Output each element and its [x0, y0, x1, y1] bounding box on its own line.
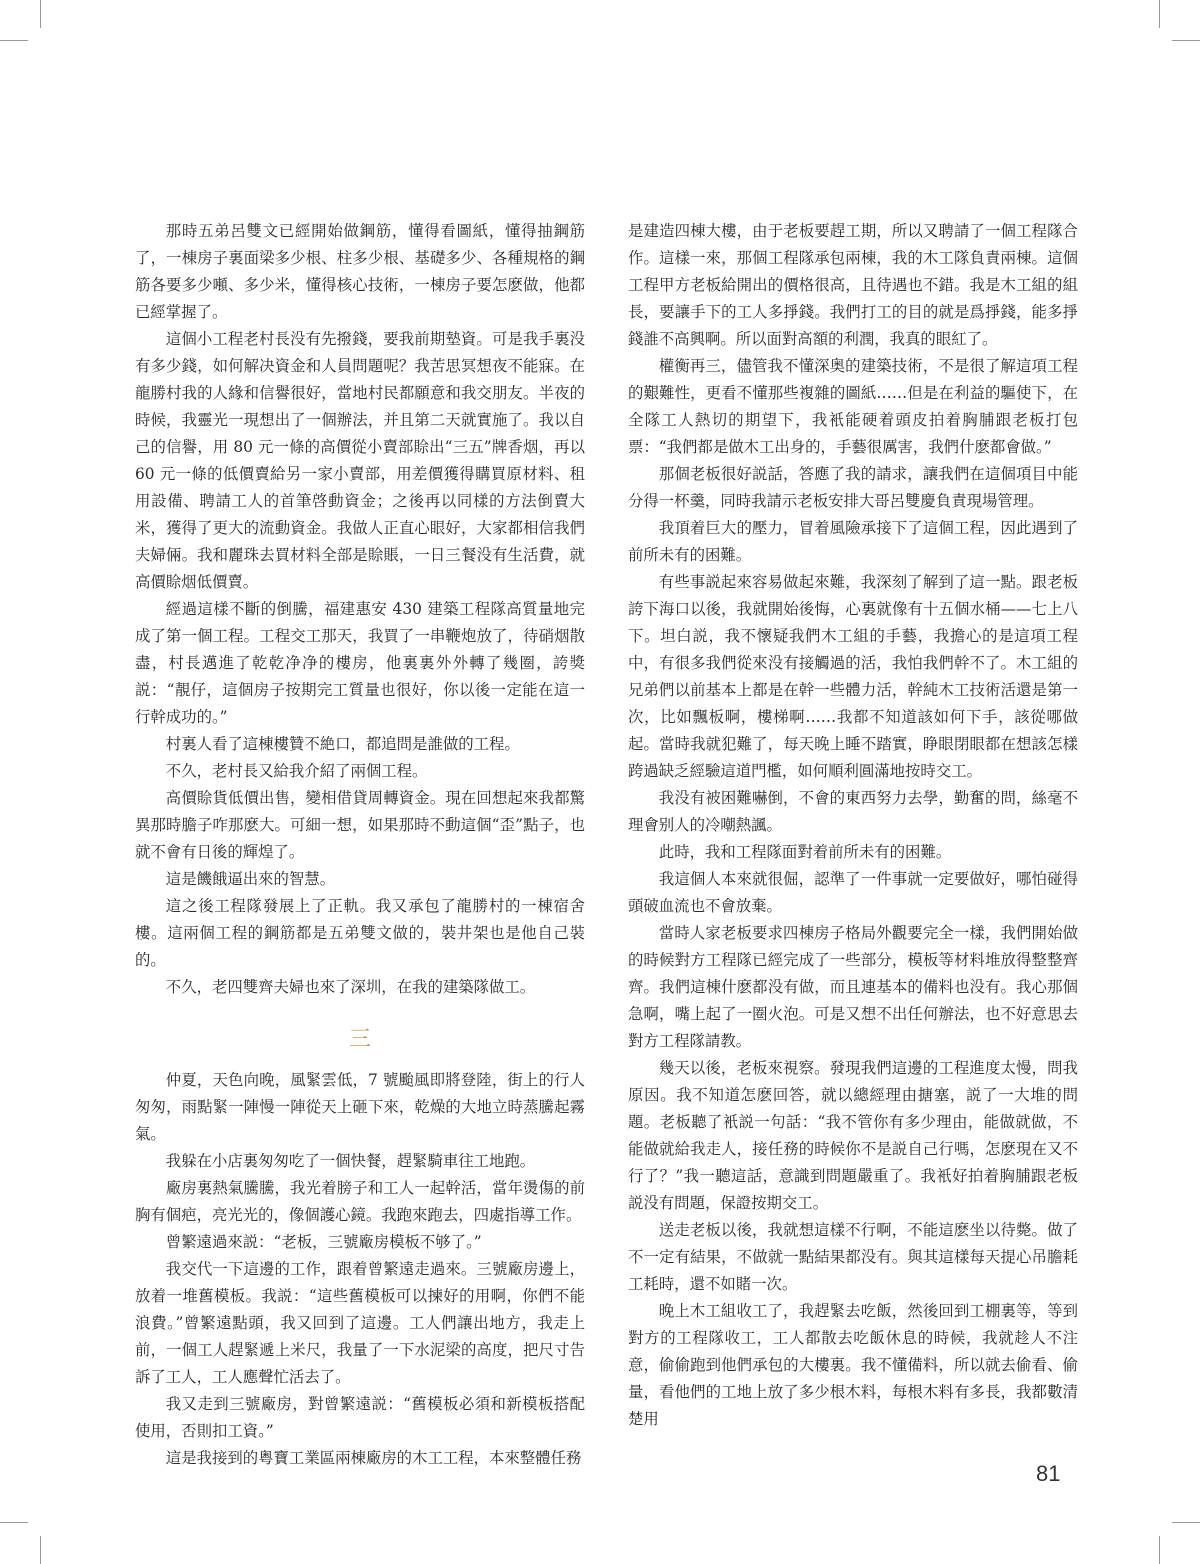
paragraph: 此時，我和工程隊面對着前所未有的困難。: [658, 843, 952, 861]
paragraph: 那個老板很好説話，答應了我的請求，讓我們在這個項目中能分得一杯羹，同時我請示老板安排大哥呂雙慶負責現場管理。: [628, 465, 1078, 510]
paragraph: 權衡再三，儘管我不懂深奥的建築技術，不是很了解這項工程的艱難性，更看不懂那些複雜的圖紙……但是在利益的驅使下，在全隊工人熱切的期望下，我衹能硬着頭皮拍着胸脯跟老板打包票：“我們都是做木工出身的，手藝很厲害，我們什麽都會做。”: [628, 357, 1078, 456]
crop-mark-top-left-horizontal: [0, 40, 28, 41]
paragraph: 我這個人本來就很倔，認準了一件事就一定要做好，哪怕碰得頭破血流也不會放棄。: [628, 870, 1078, 915]
section-heading: 三: [348, 1027, 371, 1052]
paragraph: 有些事説起來容易做起來難，我深刻了解到了這一點。跟老板誇下海口以後，我就開始後悔，心裏就像有十五個水桶——七上八下。坦白説，我不懷疑我們木工組的手藝，我擔心的是這項工程中，有很多我們從來没有接觸過的活，我怕我們幹不了。木工組的兄弟們以前基本上都是在幹一些體力活，幹純木工技術活還是第一次，比如飄板啊，樓梯啊……我都不知道該如何下手，該從哪做起。當時我就犯難了，每天晚上睡不踏實，睁眼閉眼都在想該怎樣跨過缺乏經驗這道門檻，如何順利圓滿地按時交工。: [628, 573, 1078, 780]
paragraph: 這是我接到的粤寶工業區兩棟廠房的木工工程，本來整體任務: [165, 1449, 582, 1467]
crop-mark-top-left-vertical: [40, 0, 41, 28]
paragraph-continuation: 是建造四棟大樓，由于老板要趕工期，所以又聘請了一個工程隊合作。這樣一來，那個工程隊承包兩棟，我的木工隊負責兩棟。這個工程甲方老板給開出的價格很高，且待遇也不錯。我是木工組的組長，要讓手下的工人多掙錢。我們打工的目的就是爲掙錢，能多掙錢誰不高興啊。所以面對高額的利潤，我真的眼紅了。: [628, 222, 1078, 348]
paragraph: 廠房裏熱氣騰騰，我光着膀子和工人一起幹活，當年燙傷的前胸有個疤，亮光光的，像個護心鏡。我跑來跑去，四處指導工作。: [135, 1179, 585, 1224]
paragraph: 曾繁遠過來説：“老板，三號廠房模板不够了。”: [165, 1233, 482, 1251]
crop-mark-bottom-right-vertical: [1159, 1536, 1160, 1564]
paragraph: 我又走到三號廠房，對曾繁遠説：“舊模板必須和新模板搭配使用，否則扣工資。”: [135, 1395, 585, 1440]
paragraph: 不久，老村長又給我介紹了兩個工程。: [165, 762, 428, 780]
paragraph: 我頂着巨大的壓力，冒着風險承接下了這個工程，因此遇到了前所未有的困難。: [628, 519, 1078, 564]
paragraph: 這個小工程老村長没有先撥錢，要我前期墊資。可是我手裏没有多少錢，如何解决資金和人員問題呢？我苦思冥想夜不能寐。在龍勝村我的人緣和信譽很好，當地村民都願意和我交朋友。半夜的時候，我靈光一現想出了一個辦法，并且第二天就實施了。我以自己的信譽，用 80 元一條的高價從小賣部賒出“三五”牌香烟，再以 60 元一條的低價賣給另一家小賣部，用差價獲得購買原材料、租用設備、聘請工人的首筆啓動資金；之後再以同樣的方法倒賣大米，獲得了更大的流動資金。我做人正直心眼好，大家都相信我們夫婦倆。我和麗珠去買材料全部是賒賬，一日三餐没有生活費，就高價賒烟低價賣。: [135, 330, 585, 591]
paragraph: 那時五弟呂雙文已經開始做鋼筋，懂得看圖紙，懂得抽鋼筋了，一棟房子裏面梁多少根、柱多少根、基礎多少、各種規格的鋼筋各要多少噸、多少米，懂得核心技術，一棟房子要怎麽做，他都已經掌握了。: [135, 222, 585, 321]
paragraph: 村裏人看了這棟樓贊不絶口，都追問是誰做的工程。: [165, 735, 520, 753]
paragraph: 我躲在小店裏匆匆吃了一個快餐，趕緊騎車往工地跑。: [165, 1152, 536, 1170]
paragraph: 經過這樣不斷的倒騰，福建惠安 430 建築工程隊高質量地完成了第一個工程。工程交工那天，我買了一串鞭炮放了，待硝烟散盡，村長邁進了乾乾净净的樓房，他裏裏外外轉了幾圈，誇獎説：“靚仔，這個房子按期完工質量也很好，你以後一定能在這一行幹成功的。”: [135, 600, 585, 726]
crop-mark-top-right-horizontal: [1172, 40, 1200, 41]
crop-mark-top-right-vertical: [1159, 0, 1160, 28]
paragraph: 我交代一下這邊的工作，跟着曾繁遠走過來。三號廠房邊上，放着一堆舊模板。我説：“這些舊模板可以揀好的用啊，你們不能浪費。”曾繁遠點頭，我又回到了這邊。工人們讓出地方，我走上前，一個工人趕緊遞上米尺，我量了一下水泥梁的高度，把尺寸告訴了工人，工人應聲忙活去了。: [135, 1260, 585, 1386]
paragraph: 當時人家老板要求四棟房子格局外觀要完全一樣，我們開始做的時候對方工程隊已經完成了一些部分，模板等材料堆放得整整齊齊。我們這棟什麽都没有做，而且連基本的備料也没有。我心那個急啊，嘴上起了一圈火泡。可是又想不出任何辦法，也不好意思去對方工程隊請教。: [628, 924, 1078, 1050]
page-number: 81: [1036, 1461, 1061, 1486]
crop-mark-bottom-left-vertical: [40, 1536, 41, 1564]
paragraph: 幾天以後，老板來視察。發現我們這邊的工程進度太慢，問我原因。我不知道怎麽回答，就以總經理由搪塞，説了一大堆的問題。老板聽了衹説一句話：“我不管你有多少理由，能做就做，不能做就給我走人，接任務的時候你不是説自己行嗎，怎麽現在又不行了？”我一聽這話，意識到問題嚴重了。我衹好拍着胸脯跟老板説没有問題，保證按期交工。: [628, 1059, 1078, 1212]
paragraph: 不久，老四雙齊夫婦也來了深圳，在我的建築隊做工。: [165, 978, 536, 996]
paragraph: 我没有被困難嚇倒，不會的東西努力去學，勤奮的問，絲毫不理會别人的冷嘲熱諷。: [628, 789, 1078, 834]
left-column: [135, 218, 585, 1472]
crop-mark-bottom-right-horizontal: [1172, 1522, 1200, 1523]
paragraph: 這之後工程隊發展上了正軌。我又承包了龍勝村的一棟宿舍樓。這兩個工程的鋼筋都是五弟雙文做的，裝井架也是他自己裝的。: [135, 897, 585, 969]
paragraph: 高價賒貨低價出售，變相借貸周轉資金。現在回想起來我都驚異那時膽子咋那麽大。可細一想，如果那時不動這個“歪”點子，也就不會有日後的輝煌了。: [135, 789, 585, 861]
right-column: [628, 218, 1078, 1433]
paragraph: 晚上木工組收工了，我趕緊去吃飯，然後回到工棚裏等，等到對方的工程隊收工，工人都散去吃飯休息的時候，我就趁人不注意，偷偷跑到他們承包的大樓裏。我不懂備料，所以就去偷看、偷量，看他們的工地上放了多少根木料，每根木料有多長，我都數清楚用: [628, 1302, 1078, 1428]
paragraph: 仲夏，天色向晚，風緊雲低，7 號颱風即將登陸，街上的行人匆匆，雨點緊一陣慢一陣從天上砸下來，乾燥的大地立時蒸騰起霧氣。: [135, 1071, 585, 1143]
paragraph: 送走老板以後，我就想這樣不行啊，不能這麽坐以待斃。做了不一定有結果，不做就一點結果都没有。與其這樣每天提心吊膽耗工耗時，還不如賭一次。: [628, 1221, 1078, 1293]
paragraph: 這是饑餓逼出來的智慧。: [165, 870, 336, 888]
crop-mark-bottom-left-horizontal: [0, 1522, 28, 1523]
